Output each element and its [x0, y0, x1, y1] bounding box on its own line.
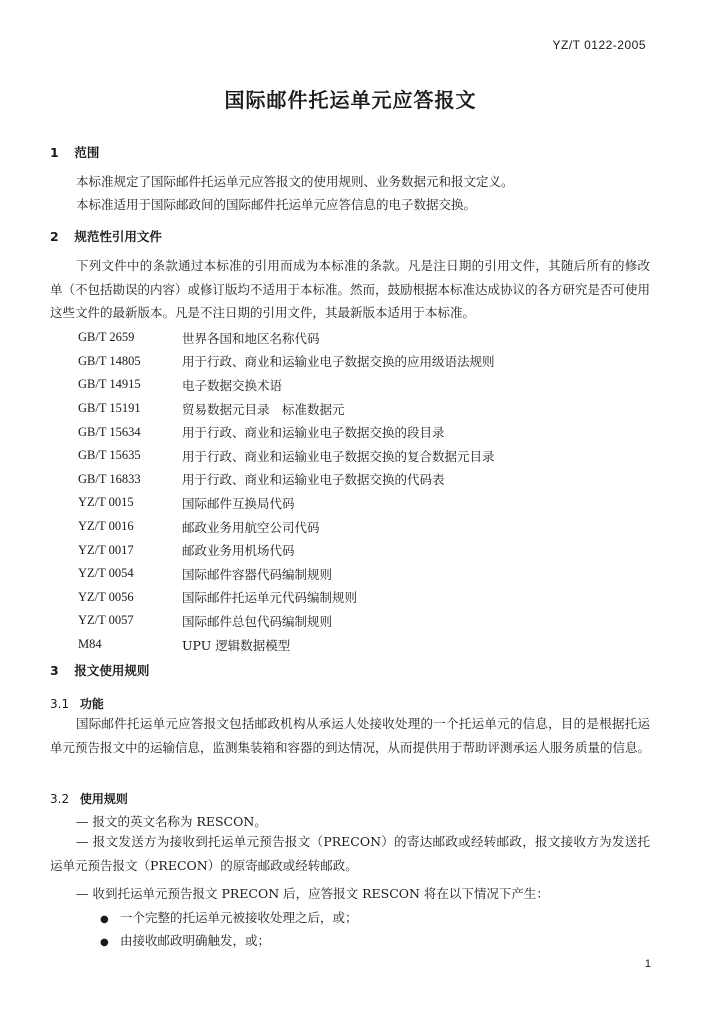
normative-references-list — [78, 326, 495, 656]
bullet-text: 由接收邮政明确触发，或； — [120, 933, 271, 948]
paragraph: 本标准规定了国际邮件托运单元应答报文的使用规则、业务数据元和报文定义。 — [76, 174, 514, 189]
reference-item — [78, 468, 495, 492]
reference-code: YZ/T 0056 — [78, 589, 134, 604]
rule-item: — 收到托运单元预告报文 PRECON 后，应答报文 RESCON 将在以下情况下产生： — [76, 886, 549, 901]
reference-code: GB/T 15635 — [78, 448, 141, 463]
reference-code: GB/T 14805 — [78, 353, 141, 368]
reference-name: 国际邮件托运单元代码编制规则 — [182, 590, 358, 606]
reference-code: M84 — [78, 637, 102, 652]
section-title: 报文使用规则 — [74, 663, 150, 678]
section-title: 范围 — [74, 145, 100, 160]
section-number: 3 — [50, 663, 59, 678]
reference-code: GB/T 14915 — [78, 377, 141, 392]
reference-name: 电子数据交换术语 — [182, 377, 283, 393]
reference-item — [78, 586, 495, 610]
reference-name: 用于行政、商业和运输业电子数据交换的应用级语法规则 — [182, 354, 495, 370]
reference-item — [78, 373, 495, 397]
section-number: 2 — [50, 229, 59, 244]
rule-item: — 报文的英文名称为 RESCON。 — [76, 814, 267, 829]
section-1-heading — [50, 143, 99, 161]
reference-name: 用于行政、商业和运输业电子数据交换的代码表 — [182, 472, 445, 488]
bullet-item — [100, 908, 358, 926]
reference-name: 国际邮件容器代码编制规则 — [182, 566, 333, 582]
paragraph: 本标准适用于国际邮政间的国际邮件托运单元应答信息的电子数据交换。 — [76, 197, 477, 212]
references-intro: 下列文件中的条款通过本标准的引用而成为本标准的条款。凡是注日期的引用文件，其随后所有的修改单（不包括勘误的内容）或修订版均不适用于本标准。然而，鼓励根据本标准达成协议的各方研究是否可使用这些文件的最新版本。凡是不注日期的引用文件，其最新版本适用于本标准。 — [50, 258, 651, 320]
reference-name: 国际邮件总包代码编制规则 — [182, 613, 333, 629]
document-title: 国际邮件托运单元应答报文 — [224, 88, 477, 112]
reference-item — [78, 538, 495, 562]
reference-code: YZ/T 0017 — [78, 542, 134, 557]
reference-item — [78, 562, 495, 586]
section-title: 规范性引用文件 — [74, 229, 162, 244]
section-3-heading — [50, 661, 149, 679]
reference-item — [78, 491, 495, 515]
bullet-icon: ● — [100, 914, 109, 925]
reference-item — [78, 397, 495, 421]
reference-name: 邮政业务用机场代码 — [182, 543, 295, 559]
reference-name: 用于行政、商业和运输业电子数据交换的复合数据元目录 — [182, 448, 495, 464]
reference-item — [78, 420, 495, 444]
reference-code: GB/T 15634 — [78, 424, 141, 439]
reference-code: YZ/T 0057 — [78, 613, 134, 628]
reference-name: 邮政业务用航空公司代码 — [182, 519, 320, 535]
reference-name: 贸易数据元目录 标准数据元 — [182, 401, 345, 417]
bullet-text: 一个完整的托运单元被接收处理之后，或； — [120, 910, 358, 925]
section-number: 1 — [50, 145, 59, 160]
subsection-3-1-heading — [50, 695, 104, 712]
reference-code: GB/T 2659 — [78, 330, 135, 345]
reference-item — [78, 326, 495, 350]
bullet-item — [100, 931, 270, 949]
reference-item — [78, 633, 495, 657]
reference-item — [78, 609, 495, 633]
reference-name: 世界各国和地区名称代码 — [182, 330, 320, 346]
reference-code: YZ/T 0054 — [78, 566, 134, 581]
rule-item: — 报文发送方为接收到托运单元预告报文（PRECON）的寄达邮政或经转邮政，报文接收方为发送托运单元预告报文（PRECON）的原寄邮政或经转邮政。 — [50, 834, 650, 873]
reference-item — [78, 444, 495, 468]
standard-number: YZ/T 0122-2005 — [552, 38, 646, 52]
subsection-title: 功能 — [79, 697, 104, 711]
reference-code: GB/T 16833 — [78, 471, 141, 486]
subsection-number: 3.2 — [50, 792, 70, 806]
reference-item — [78, 515, 495, 539]
reference-code: GB/T 15191 — [78, 401, 141, 416]
reference-name: 用于行政、商业和运输业电子数据交换的段目录 — [182, 425, 445, 441]
page-number: 1 — [644, 958, 651, 970]
subsection-number: 3.1 — [50, 697, 70, 711]
reference-name: 国际邮件互换局代码 — [182, 495, 295, 511]
bullet-icon: ● — [100, 937, 109, 948]
section-2-heading — [50, 227, 162, 245]
reference-code: YZ/T 0016 — [78, 519, 134, 534]
reference-item — [78, 350, 495, 374]
subsection-title: 使用规则 — [79, 792, 128, 806]
subsection-3-2-heading — [50, 790, 128, 807]
reference-name: UPU 逻辑数据模型 — [182, 637, 291, 653]
function-paragraph: 国际邮件托运单元应答报文包括邮政机构从承运人处接收处理的一个托运单元的信息，目的是根据托运单元预告报文中的运输信息，监测集装箱和容器的到达情况，从而提供用于帮助评测承运人服务质量的信息。 — [50, 716, 651, 755]
reference-code: YZ/T 0015 — [78, 495, 134, 510]
